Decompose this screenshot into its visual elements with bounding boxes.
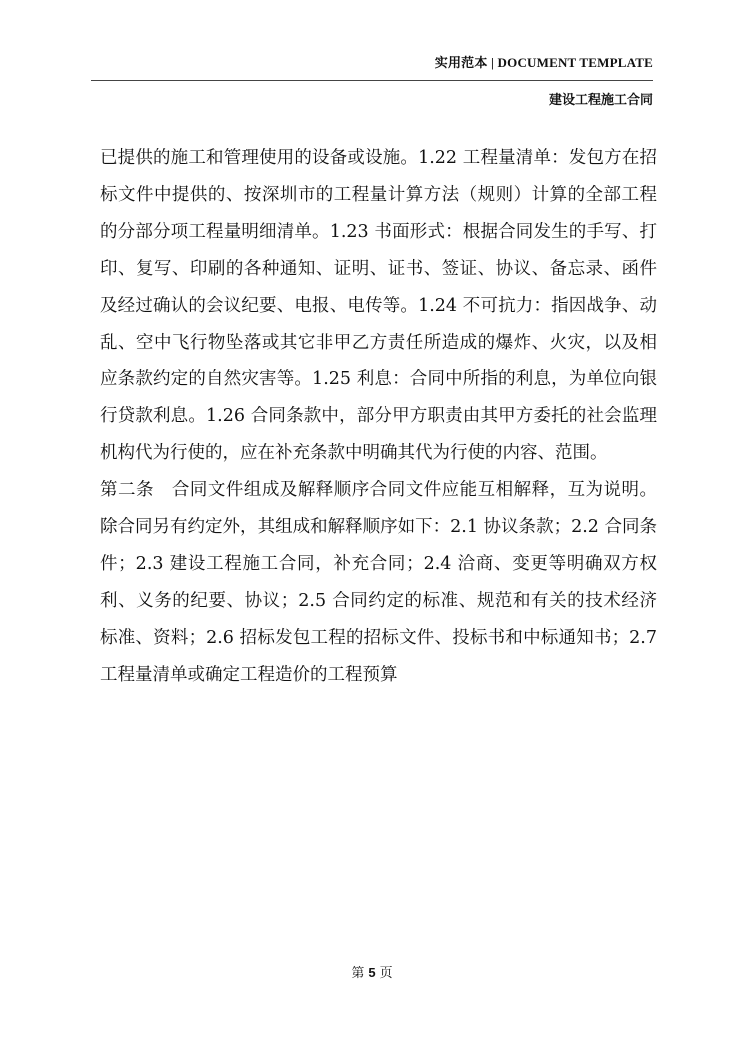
header-divider <box>91 80 653 81</box>
document-template-header: 实用范本 | DOCUMENT TEMPLATE <box>434 55 653 70</box>
page-suffix: 页 <box>379 966 393 981</box>
body-paragraph-2: 第二条 合同文件组成及解释顺序合同文件应能互相解释，互为说明。除合同另有约定外，其组成和解释顺序如下：2.1 协议条款；2.2 合同条件；2.3 建设工程施工合同，补充合同；2.4 洽商、变更等明确双方权利、义务的纪要、协议；2.5 合同约定的标准、规范和有关的技术经济标准、资料；2.6 招标发包工程的招标文件、投标书和中标通知书；2.7 工程量清单或确定工程造价的工程预算 <box>100 480 657 685</box>
body-paragraph-1: 已提供的施工和管理使用的设备或设施。1.22 工程量清单：发包方在招标文件中提供的、按深圳市的工程量计算方法（规则）计算的全部工程的分部分项工程量明细清单。1.23 书面形式：根据合同发生的手写、打印、复写、印刷的各种通知、证明、证书、签证、协议、备忘录、函件及经过确认的会议纪要、电报、电传等。1.24 不可抗力：指因战争、动乱、空中飞行物坠落或其它非甲乙方责任所造成的爆炸、火灾，以及相应条款约定的自然灾害等。1.25 利息：合同中所指的利息，为单位向银行贷款利息。1.26 合同条款中，部分甲方职责由其甲方委托的社会监理机构代为行使的，应在补充条款中明确其代为行使的内容、范围。 <box>100 148 657 464</box>
page-prefix: 第 <box>351 966 365 981</box>
page-footer <box>0 962 744 981</box>
document-body <box>100 140 657 694</box>
contract-title: 建设工程施工合同 <box>548 92 653 107</box>
page-number: 5 <box>368 965 376 980</box>
